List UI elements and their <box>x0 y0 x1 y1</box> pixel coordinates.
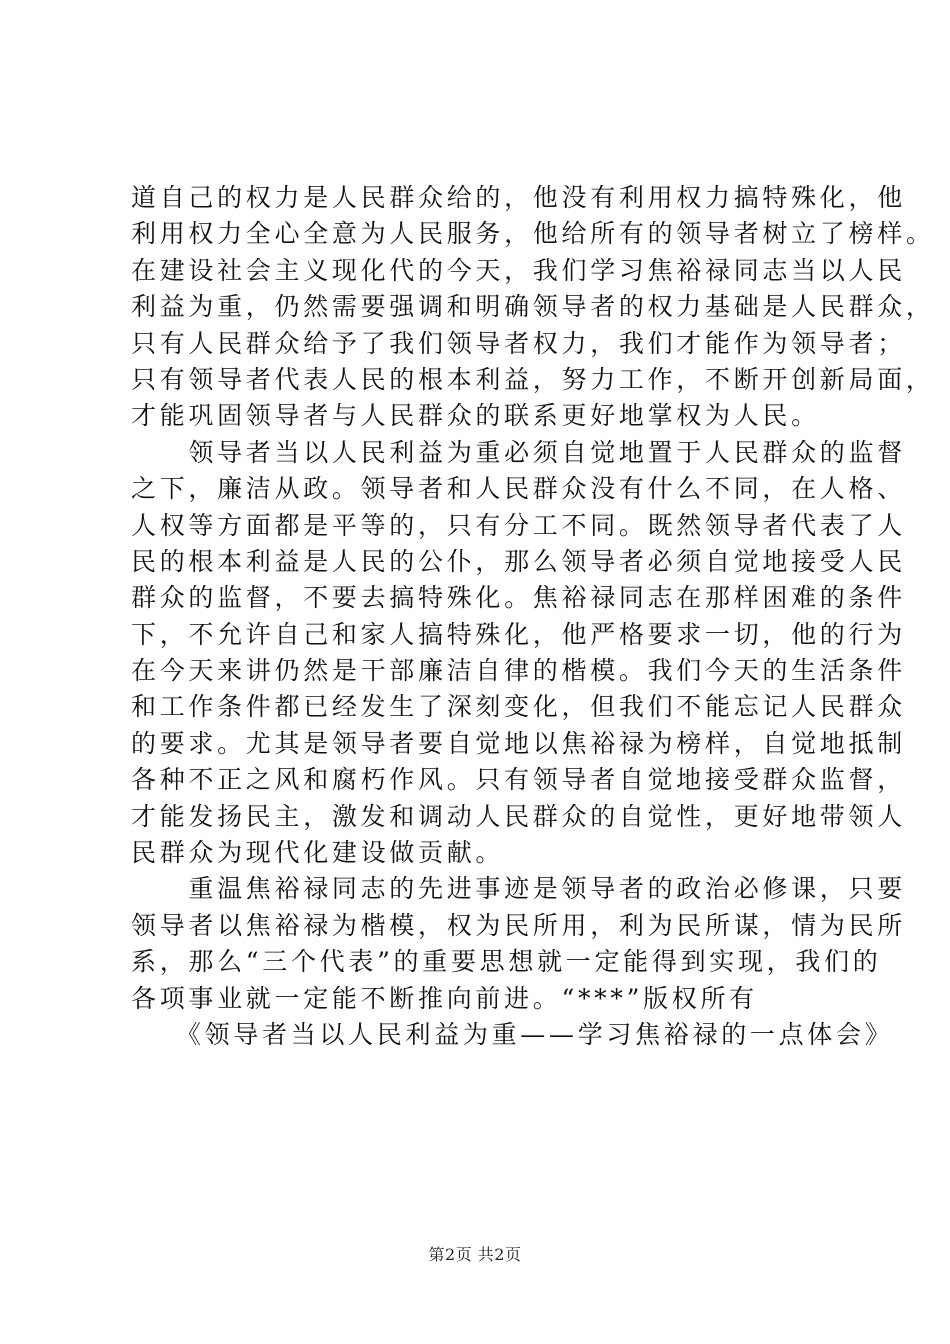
text-line: 《领导者当以人民利益为重——学习焦裕禄的一点体会》 <box>131 1019 894 1049</box>
text-line: 之下，廉洁从政。领导者和人民群众没有什么不同，在人格、 <box>131 474 906 504</box>
text-line: 才能巩固领导者与人民群众的联系更好地掌权为人民。 <box>131 401 820 431</box>
text-line: 各种不正之风和腐朽作风。只有领导者自觉地接受群众监督， <box>131 765 906 795</box>
text-line: 领导者以焦裕禄为楷模，权为民所用，利为民所谋，情为民所 <box>131 910 906 940</box>
text-line: 群众的监督，不要去搞特殊化。焦裕禄同志在那样困难的条件 <box>131 583 906 613</box>
text-line: 民群众为现代化建设做贡献。 <box>131 838 505 868</box>
page-footer <box>0 1245 950 1265</box>
text-line: 只有人民群众给予了我们领导者权力，我们才能作为领导者； <box>131 328 906 358</box>
text-line: 人权等方面都是平等的，只有分工不同。既然领导者代表了人 <box>131 510 906 540</box>
text-line: 重温焦裕禄同志的先进事迹是领导者的政治必修课，只要 <box>131 874 906 904</box>
text-line: 下，不允许自己和家人搞特殊化，他严格要求一切，他的行为 <box>131 619 906 649</box>
text-line: 道自己的权力是人民群众给的，他没有利用权力搞特殊化，他 <box>131 183 906 212</box>
document-body <box>131 180 935 1053</box>
text-line: 利益为重，仍然需要强调和明确领导者的权力基础是人民群众， <box>131 292 935 322</box>
text-line: 在建设社会主义现化代的今天，我们学习焦裕禄同志当以人民 <box>131 255 906 285</box>
text-line: 在今天来讲仍然是干部廉洁自律的楷模。我们今天的生活条件 <box>131 656 906 686</box>
page-number-label: 第2页 共2页 <box>428 1245 522 1264</box>
text-line: 各项事业就一定能不断推向前进。“***”版权所有 <box>131 983 758 1013</box>
text-line: 民的根本利益是人民的公仆，那么领导者必须自觉地接受人民 <box>131 546 906 576</box>
text-line: 利用权力全心全意为人民服务，他给所有的领导者树立了榜样。 <box>131 219 935 249</box>
text-line: 系，那么“三个代表”的重要思想就一定能得到实现，我们的 <box>131 947 882 977</box>
text-line: 领导者当以人民利益为重必须自觉地置于人民群众的监督 <box>131 437 906 467</box>
text-line: 的要求。尤其是领导者要自觉地以焦裕禄为榜样，自觉地抵制 <box>131 728 906 758</box>
text-line: 才能发扬民主，激发和调动人民群众的自觉性，更好地带领人 <box>131 801 906 831</box>
text-line: 只有领导者代表人民的根本利益，努力工作，不断开创新局面， <box>131 364 935 394</box>
text-line: 和工作条件都已经发生了深刻变化，但我们不能忘记人民群众 <box>131 692 906 722</box>
